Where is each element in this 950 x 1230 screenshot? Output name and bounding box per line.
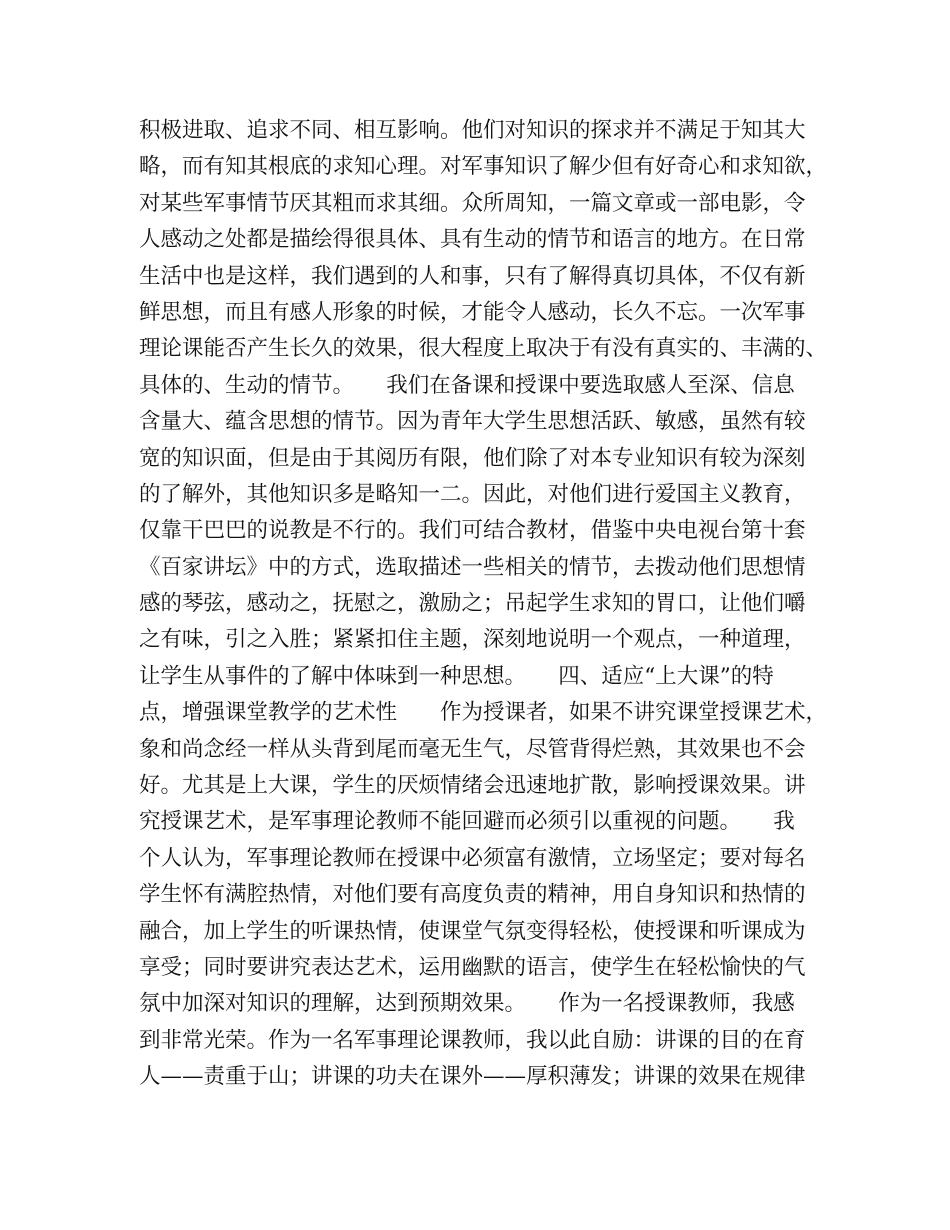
text-line: 感的琴弦，感动之，抚慰之，激励之；吊起学生求知的胃口，让他们嚼 (139, 591, 806, 617)
text-line: 含量大、蕴含思想的情节。因为青年大学生思想活跃、敏感，虽然有较 (139, 409, 806, 435)
text-line: 到非常光荣。作为一名军事理论课教师，我以此自励：讲课的目的在育 (139, 1027, 806, 1053)
text-line: 让学生从事件的了解中体味到一种思想。 四、适应“上大课”的特 (139, 663, 774, 689)
text-line: 氛中加深对知识的理解，达到预期效果。 作为一名授课教师，我感 (139, 991, 795, 1017)
text-line: 学生怀有满腔热情，对他们要有高度负责的精神，用自身知识和热情的 (139, 882, 806, 908)
text-line: 之有味，引之入胜；紧紧扣住主题，深刻地说明一个观点，一种道理， (139, 627, 806, 653)
text-line: 的了解外，其他知识多是略知一二。因此，对他们进行爱国主义教育， (139, 481, 806, 507)
text-line: 点，增强课堂教学的艺术性 作为授课者，如果不讲究课堂授课艺术， (139, 700, 828, 726)
text-line: 略，而有知其根底的求知心理。对军事知识了解少但有好奇心和求知欲， (139, 154, 828, 180)
text-line: 个人认为，军事理论教师在授课中必须富有激情，立场坚定；要对每名 (139, 845, 806, 871)
text-line: 宽的知识面，但是由于其阅历有限，他们除了对本专业知识有较为深刻 (139, 445, 806, 471)
text-line: 鲜思想，而且有感人形象的时候，才能令人感动，长久不忘。一次军事 (139, 299, 806, 325)
text-line: 融合，加上学生的听课热情，使课堂气氛变得轻松，使授课和听课成为 (139, 918, 806, 944)
text-line: 具体的、生动的情节。 我们在备课和授课中要选取感人至深、信息 (139, 372, 795, 398)
text-line: 积极进取、追求不同、相互影响。他们对知识的探求并不满足于知其大 (139, 118, 806, 143)
text-line: 理论课能否产生长久的效果，很大程度上取决于有没有真实的、丰满的、 (139, 336, 828, 362)
text-line: 享受；同时要讲究表达艺术，运用幽默的语言，使学生在轻松愉快的气 (139, 954, 806, 980)
text-line: 《百家讲坛》中的方式，选取描述一些相关的情节，去拨动他们思想情 (139, 554, 806, 580)
text-line: 人——责重于山；讲课的功夫在课外——厚积薄发；讲课的效果在规律 (139, 1064, 806, 1090)
text-line: 究授课艺术，是军事理论教师不能回避而必须引以重视的问题。 我 (139, 809, 795, 835)
text-line: 好。尤其是上大课，学生的厌烦情绪会迅速地扩散，影响授课效果。讲 (139, 773, 806, 799)
text-line: 象和尚念经一样从头背到尾而毫无生气，尽管背得烂熟，其效果也不会 (139, 736, 806, 762)
body-text (139, 113, 829, 1096)
text-line: 仅靠干巴巴的说教是不行的。我们可结合教材，借鉴中央电视台第十套 (139, 518, 806, 544)
text-line: 对某些军事情节厌其粗而求其细。众所周知，一篇文章或一部电影，令 (139, 190, 806, 216)
text-line: 生活中也是这样，我们遇到的人和事，只有了解得真切具体，不仅有新 (139, 263, 806, 289)
text-line: 人感动之处都是描绘得很具体、具有生动的情节和语言的地方。在日常 (139, 227, 806, 253)
